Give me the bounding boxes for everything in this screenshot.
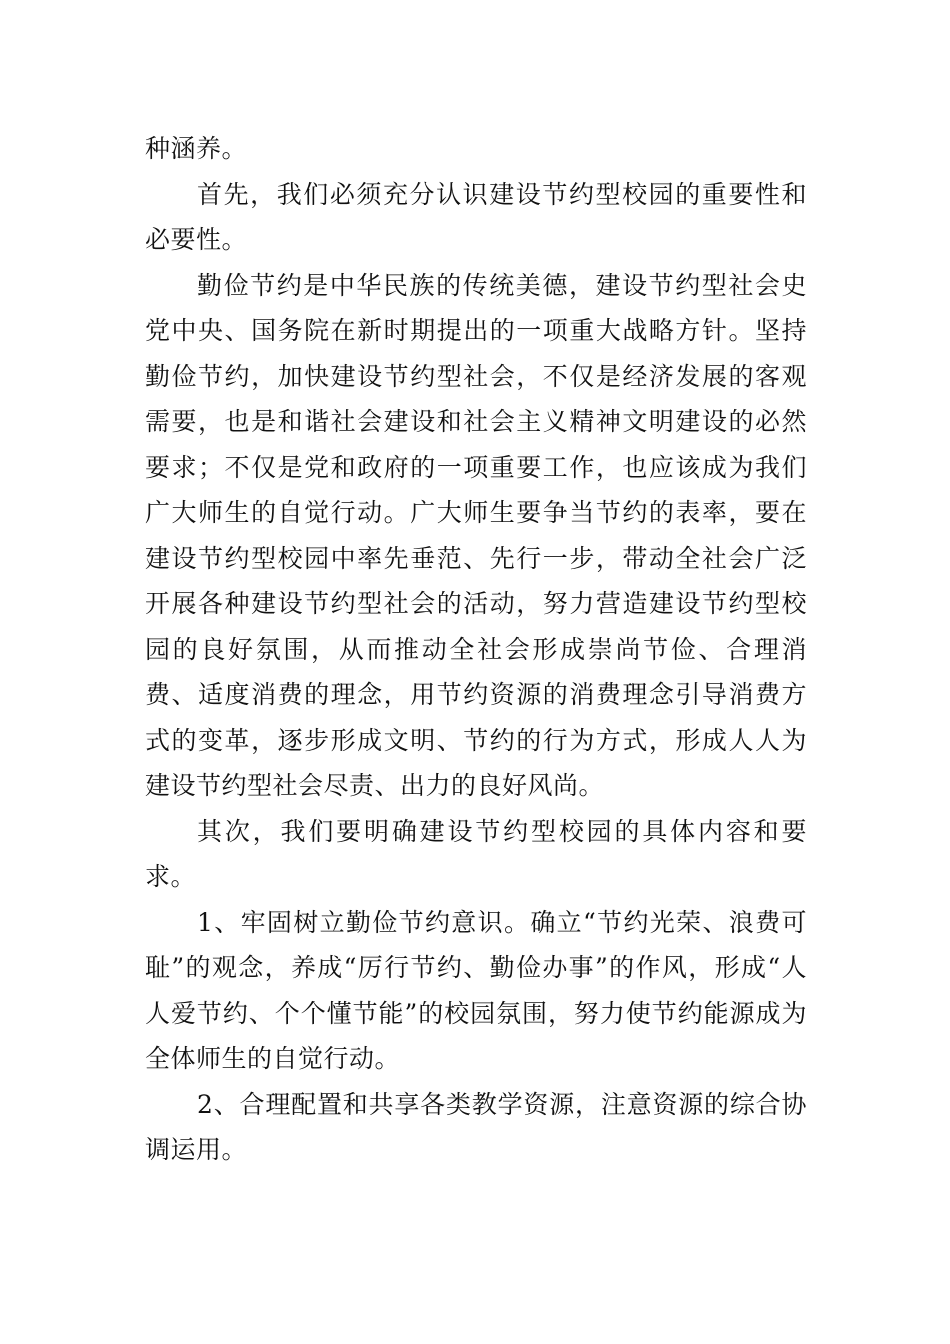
paragraph-second-point: 其次，我们要明确建设节约型校园的具体内容和要求。 xyxy=(145,816,807,891)
paragraph-item-1: 1、牢固树立勤俭节约意识。确立“节约光荣、浪费可耻”的观念，养成“厉行节约、勤俭办事”的作风，形成“人人爱节约、个个懂节能”的校园氛围，努力使节约能源成为全体师生的自觉行动。 xyxy=(145,907,807,1073)
document-body xyxy=(145,126,807,1173)
paragraph-thrift-virtue: 勤俭节约是中华民族的传统美德，建设节约型社会史党中央、国务院在新时期提出的一项重大战略方针。坚持勤俭节约，加快建设节约型社会，不仅是经济发展的客观需要，也是和谐社会建设和社会主义精神文明建设的必然要求；不仅是党和政府的一项重要工作，也应该成为我们广大师生的自觉行动。广大师生要争当节约的表率，要在建设节约型校园中率先垂范、先行一步，带动全社会广泛开展各种建设节约型社会的活动，努力营造建设节约型校园的良好氛围，从而推动全社会形成崇尚节俭、合理消费、适度消费的理念，用节约资源的消费理念引导消费方式的变革，逐步形成文明、节约的行为方式，形成人人为建设节约型社会尽责、出力的良好风尚。 xyxy=(145,270,807,800)
paragraph-continuation: 种涵养。 xyxy=(145,134,248,163)
paragraph-item-2: 2、合理配置和共享各类教学资源，注意资源的综合协调运用。 xyxy=(145,1089,807,1164)
paragraph-first-point: 首先，我们必须充分认识建设节约型校园的重要性和必要性。 xyxy=(145,179,807,254)
